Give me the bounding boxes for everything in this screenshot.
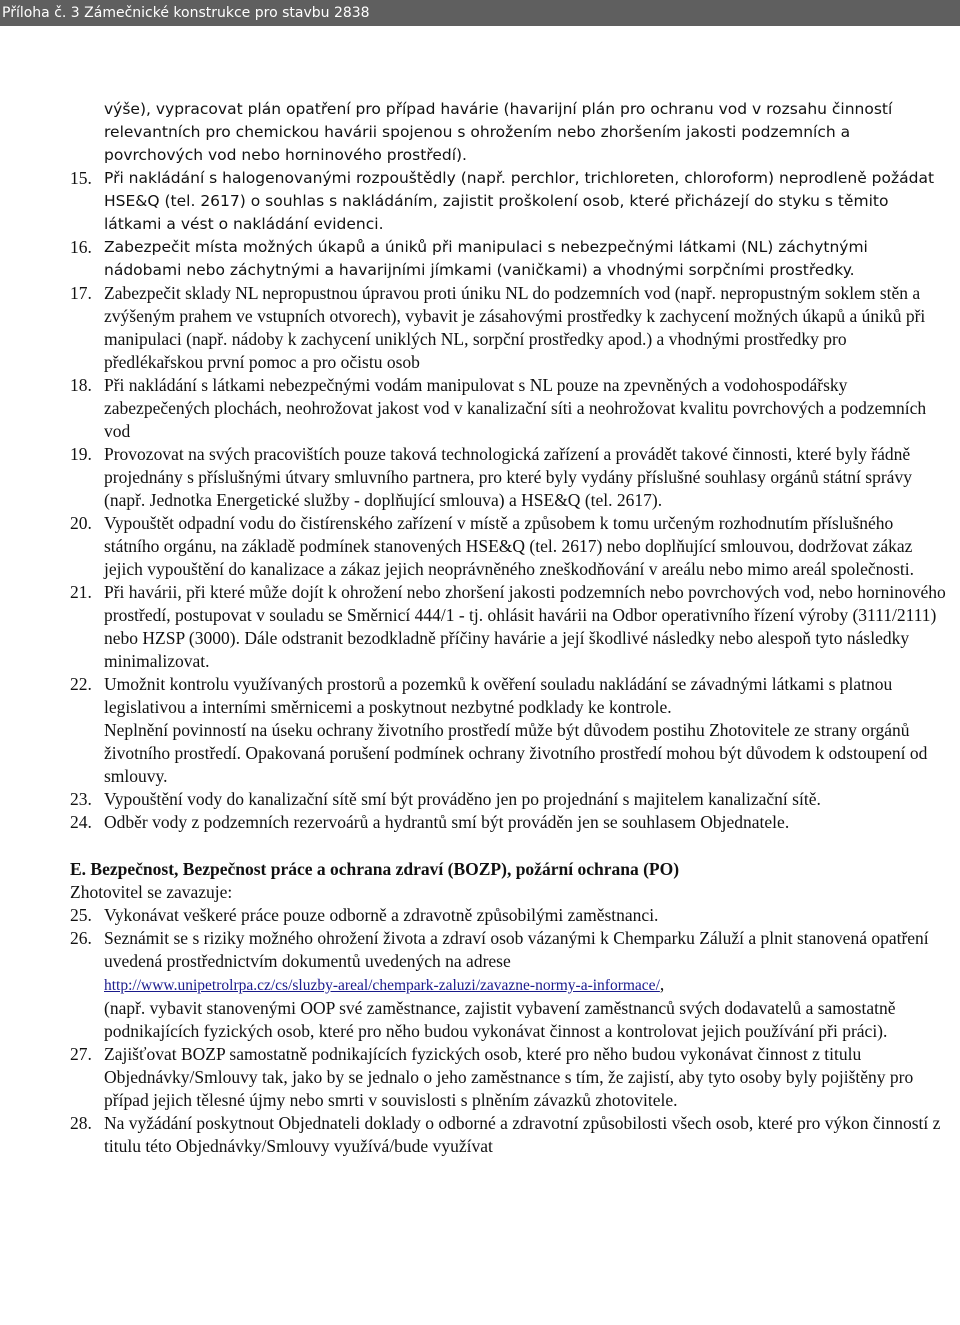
item-number: 18. <box>70 375 92 395</box>
item-number: 19. <box>70 444 92 464</box>
list-item-16 <box>70 236 950 282</box>
section-subheading: Zhotovitel se zavazuje: <box>70 882 233 902</box>
item-text: Při nakládání s halogenovanými rozpouštědly (např. perchlor, trichloreten, chloroform) neprodleně požádat HSE&Q (tel. 2617) o souhlas s nakládáním, zajistit proškolení osob, které přicházejí do styku s těmito látkami a vést o nakládání evidenci. <box>104 169 935 233</box>
item-text: Zajišťovat BOZP samostatně podnikajících fyzických osob, které pro něho budou vykonávat činnost z titulu Objednávky/Smlouvy tak, jako by se jednalo o jeho zaměstnance s tím, že zajistí, aby tyto osoby byly pojištěny pro případ jejich tělesné újmy nebo smrti v souvislosti s plněním závazků zhotovitele. <box>104 1044 914 1110</box>
list-item-26 <box>70 927 950 1043</box>
item-number: 22. <box>70 674 92 694</box>
item-number: 27. <box>70 1044 92 1064</box>
item-number: 25. <box>70 905 92 925</box>
list-item-19 <box>70 443 950 512</box>
intro-paragraph: výše), vypracovat plán opatření pro případ havárie (havarijní plán pro ochranu vod v rozsahu činností relevantních pro chemickou havárii spojenou s ohrožením nebo zhoršením jakosti podzemních a povrchových vod nebo horninového prostředí). <box>104 100 893 164</box>
list-item-15 <box>70 167 950 236</box>
document-body <box>70 98 950 1158</box>
normy-link[interactable]: http://www.unipetrolrpa.cz/cs/sluzby-areal/chempark-zaluzi/zavazne-normy-a-informace/ <box>104 977 660 994</box>
list-item-24 <box>70 811 950 834</box>
section-heading: E. Bezpečnost, Bezpečnost práce a ochrana zdraví (BOZP), požární ochrana (PO) <box>70 859 680 879</box>
item-text: Při havárii, při které může dojít k ohrožení nebo zhoršení jakosti podzemních nebo povrchových vod, nebo horninového prostředí, postupovat v souladu se Směrnicí 444/1 - tj. ohlásit havárii na Odbor operativního řízení výroby (3111/2111) nebo HZSP (3000). Dále odstranit bezodkladně příčiny havárie a její škodlivé následky nebo alespoň tyto následky minimalizovat. <box>104 582 946 671</box>
list-item-25 <box>70 904 950 927</box>
list-item-17 <box>70 282 950 374</box>
list-item-28 <box>70 1112 950 1158</box>
item-number: 23. <box>70 789 92 809</box>
item-text: Vypouštět odpadní vodu do čistírenského zařízení v místě a způsobem k tomu určeným rozhodnutím příslušného státního orgánu, na základě podmínek stanovených HSE&Q (tel. 2617) nebo doplňující smlouvou, dodržovat zákaz jejich vypouštění do kanalizace a zákaz jejich neoprávněného zneškodňování v areálu nebo mimo areál společnosti. <box>104 513 915 579</box>
item-number: 24. <box>70 812 92 832</box>
item-text: Umožnit kontrolu využívaných prostorů a pozemků k ověření souladu nakládání se závadnými látkami s platnou legislativou a interními směrnicemi a poskytnout nezbytné podklady ke kontrole. <box>104 674 893 717</box>
item-text: Vypouštění vody do kanalizační sítě smí být prováděno jen po projednání s majitelem kanalizační sítě. <box>104 789 821 809</box>
list-item-27 <box>70 1043 950 1112</box>
list-item-18 <box>70 374 950 443</box>
item-text: Zabezpečit místa možných úkapů a úniků při manipulaci s nebezpečnými látkami (NL) záchytnými nádobami nebo záchytnými a havarijními jímkami (vaničkami) a vhodnými sorpčními prostředky. <box>104 238 868 279</box>
item-number: 15. <box>70 168 92 188</box>
item-text-after: (např. vybavit stanovenými OOP své zaměstnance, zajistit vybavení zaměstnanců svých dodavatelů a samostatně podnikajících fyzických osob, které pro něho budou vykonávat činnost a kontrolovat jejich používání při práci). <box>104 998 896 1041</box>
item-text: Při nakládání s látkami nebezpečnými vodám manipulovat s NL pouze na zpevněných a vodohospodářsky zabezpečených plochách, neohrožovat jakost vod v kanalizační síti a neohrožovat kvalitu povrchových a podzemních vod <box>104 375 927 441</box>
item-number: 28. <box>70 1113 92 1133</box>
item-number: 26. <box>70 928 92 948</box>
item-number: 16. <box>70 237 92 257</box>
list-item-21 <box>70 581 950 673</box>
item-text: Vykonávat veškeré práce pouze odborně a zdravotně způsobilými zaměstnanci. <box>104 905 659 925</box>
item-text: Provozovat na svých pracovištích pouze taková technologická zařízení a provádět takové činnosti, které byly řádně projednány s příslušnými útvary smluvního partnera, pro které byly vydány příslušné souhlasy orgánů státní správy (např. Jednotka Energetické služby - doplňující smlouva) a HSE&Q (tel. 2617). <box>104 444 912 510</box>
item-text: Na vyžádání poskytnout Objednateli doklady o odborné a zdravotní způsobilosti všech osob, které pro výkon činností z titulu této Objednávky/Smlouvy využívá/bude využívat <box>104 1113 941 1156</box>
item-text-group: Seznámit se s riziky možného ohrožení života a zdraví osob vázanými k Chemparku Záluží a plnit stanovená opatření uvedená prostřednictvím dokumentů uvedených na adrese http://www.unipetrolrpa.cz/cs/sluzby-areal/chempark-zaluzi/zavazne-normy-a-informace/, (např. vybavit stanovenými OOP své zaměstnance, zajistit vybavení zaměstnanců svých dodavatelů a samostatně podnikajících fyzických osob, které pro něho budou vykonávat činnost a kontrolovat jejich používání při práci). <box>104 928 929 1041</box>
item-number: 20. <box>70 513 92 533</box>
item-22-continuation: Neplnění povinností na úseku ochrany životního prostředí může být důvodem postihu Zhotovitele ze strany orgánů životního prostředí. Opakovaná porušení podmínek ochrany životního prostředí mohou být důvodem k odstoupení od smlouvy. <box>104 720 928 786</box>
item-text: Odběr vody z podzemních rezervoárů a hydrantů smí být prováděn jen se souhlasem Objednatele. <box>104 812 790 832</box>
item-text: Zabezpečit sklady NL nepropustnou úpravou proti úniku NL do podzemních vod (např. nepropustným soklem stěn a zvýšeným prahem ve vstupních otvorech), vybavit je zásahovými prostředky k zachycení možných úkapů a úniků při manipulaci (např. nádoby k zachycení uniklých NL, sorpční prostředky apod.) a vhodnými prostředky pro předlékařskou první pomoc a pro očistu osob <box>104 283 926 372</box>
list-item-22 <box>70 673 950 719</box>
document-header: Příloha č. 3 Zámečnické konstrukce pro stavbu 2838 <box>0 0 960 26</box>
list-item-23 <box>70 788 950 811</box>
list-item-20 <box>70 512 950 581</box>
item-number: 21. <box>70 582 92 602</box>
item-number: 17. <box>70 283 92 303</box>
item-text: Seznámit se s riziky možného ohrožení života a zdraví osob vázanými k Chemparku Záluží a plnit stanovená opatření uvedená prostřednictvím dokumentů uvedených na adrese <box>104 928 929 971</box>
